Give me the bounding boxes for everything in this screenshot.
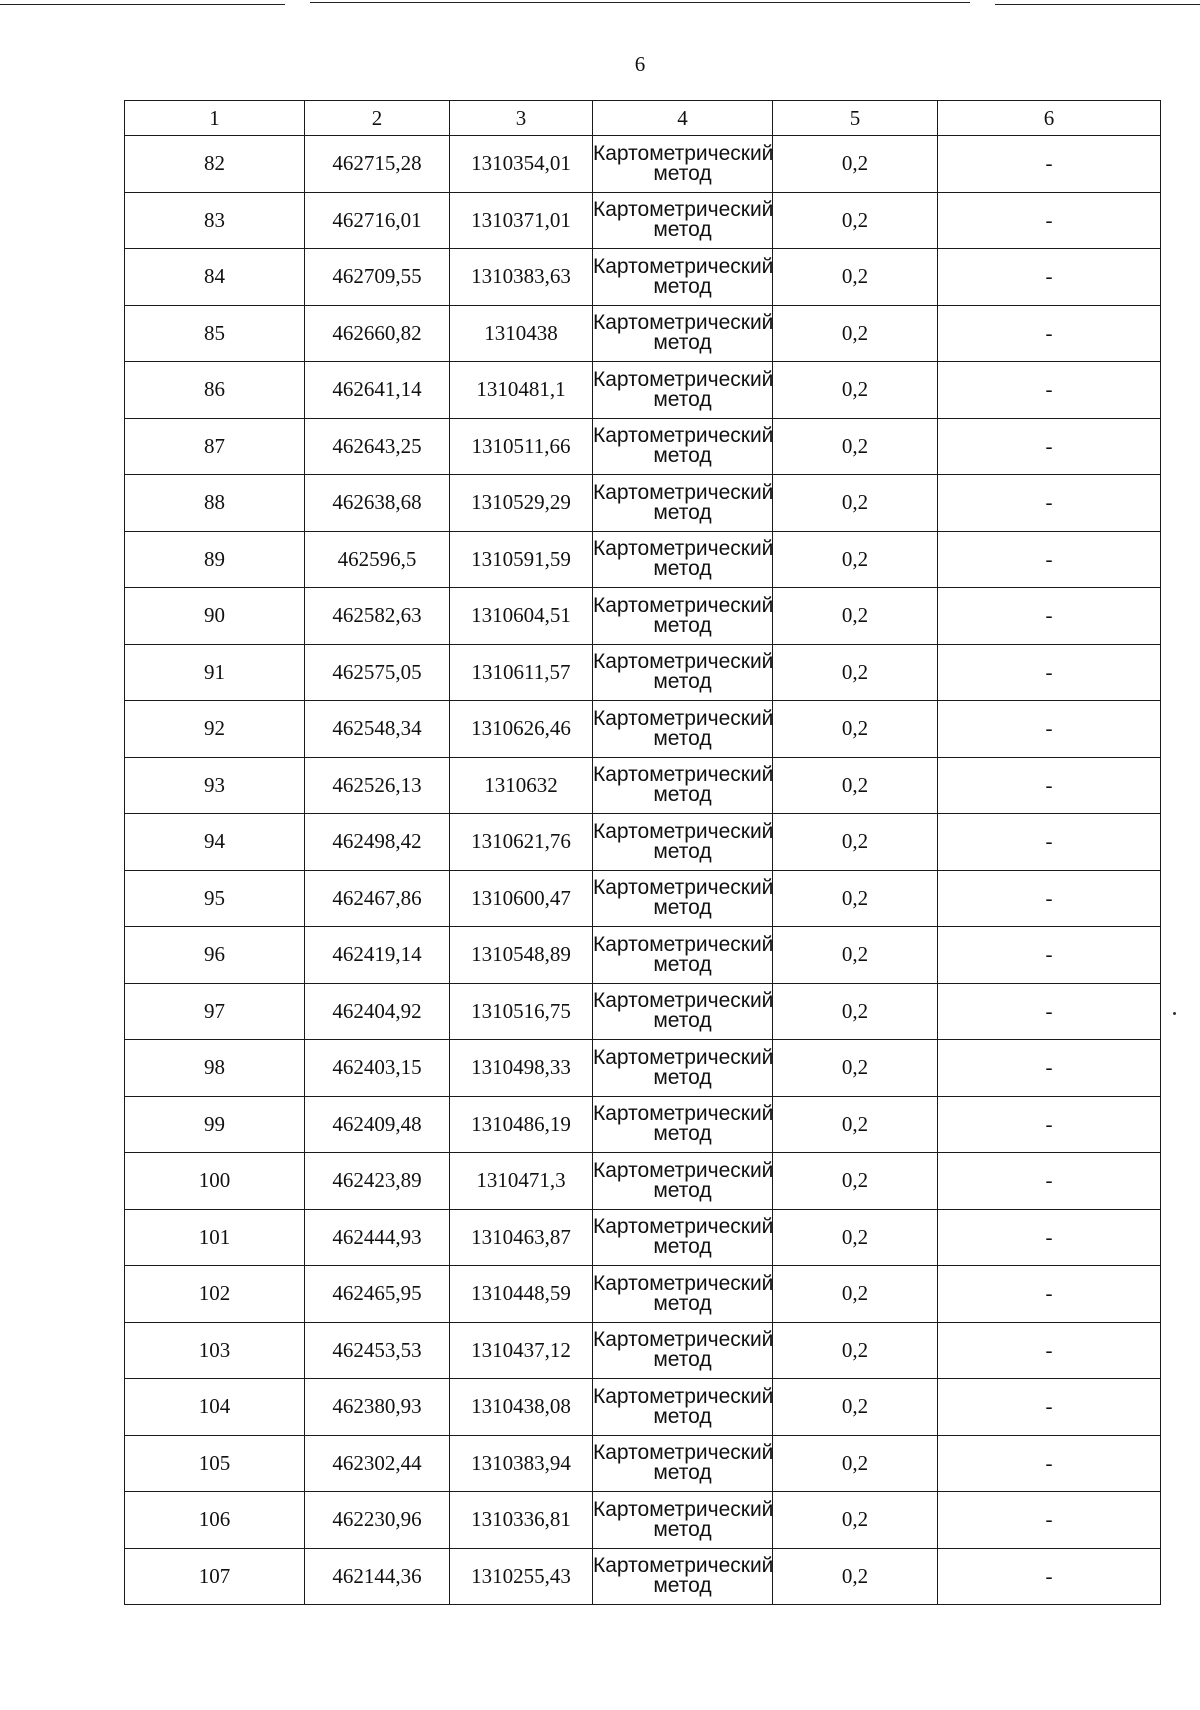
point-number-cell: 99 [125,1096,305,1153]
method-cell [593,1492,773,1549]
x-coordinate-cell: 462526,13 [305,757,450,814]
method-cell [593,136,773,193]
y-coordinate-cell: 1310604,51 [450,588,593,645]
y-coordinate-cell: 1310448,59 [450,1266,593,1323]
point-number-cell: 85 [125,305,305,362]
point-number-cell: 82 [125,136,305,193]
method-line-1: Картометрический [593,876,774,900]
y-coordinate-cell: 1310611,57 [450,644,593,701]
table-row [125,927,1161,984]
method-line-2: метод [653,1291,712,1315]
table-row [125,1209,1161,1266]
point-number-cell: 91 [125,644,305,701]
y-coordinate-cell: 1310621,76 [450,814,593,871]
x-coordinate-cell: 462575,05 [305,644,450,701]
point-number-cell: 103 [125,1322,305,1379]
method-cell [593,475,773,532]
table-row [125,701,1161,758]
x-coordinate-cell: 462409,48 [305,1096,450,1153]
accuracy-cell: 0,2 [773,1322,938,1379]
method-line-2: метод [653,1122,712,1146]
method-cell [593,588,773,645]
method-line-1: Картометрический [593,819,774,843]
point-number-cell: 89 [125,531,305,588]
accuracy-cell: 0,2 [773,814,938,871]
method-line-2: метод [653,952,712,976]
method-line-1: Картометрический [593,1497,774,1521]
method-cell [593,531,773,588]
point-number-cell: 101 [125,1209,305,1266]
description-cell: - [938,1266,1161,1323]
scan-edge-line-left [0,4,285,5]
method-cell [593,644,773,701]
y-coordinate-cell: 1310600,47 [450,870,593,927]
y-coordinate-cell: 1310591,59 [450,531,593,588]
method-cell [593,362,773,419]
x-coordinate-cell: 462716,01 [305,192,450,249]
table-row [125,644,1161,701]
method-line-2: метод [653,1178,712,1202]
method-line-1: Картометрический [593,1384,774,1408]
method-cell [593,814,773,871]
x-coordinate-cell: 462444,93 [305,1209,450,1266]
method-line-1: Картометрический [593,367,774,391]
point-number-cell: 104 [125,1379,305,1436]
accuracy-cell: 0,2 [773,192,938,249]
x-coordinate-cell: 462403,15 [305,1040,450,1097]
y-coordinate-cell: 1310486,19 [450,1096,593,1153]
table-row [125,814,1161,871]
scan-speck [1173,1012,1176,1015]
description-cell: - [938,870,1161,927]
method-line-1: Картометрический [593,1158,774,1182]
point-number-cell: 93 [125,757,305,814]
table-header [125,101,1161,136]
method-line-1: Картометрический [593,1215,774,1239]
table-row [125,362,1161,419]
point-number-cell: 100 [125,1153,305,1210]
method-line-2: метод [653,161,712,185]
scan-edge-line-middle [310,2,970,3]
method-cell [593,701,773,758]
header-row [125,101,1161,136]
x-coordinate-cell: 462380,93 [305,1379,450,1436]
column-header-3: 3 [450,101,593,136]
accuracy-cell: 0,2 [773,588,938,645]
y-coordinate-cell: 1310438,08 [450,1379,593,1436]
y-coordinate-cell: 1310632 [450,757,593,814]
method-line-2: метод [653,896,712,920]
method-line-1: Картометрический [593,141,774,165]
point-number-cell: 95 [125,870,305,927]
method-line-2: метод [653,331,712,355]
method-line-1: Картометрический [593,1554,774,1578]
method-cell [593,192,773,249]
description-cell: - [938,1435,1161,1492]
description-cell: - [938,362,1161,419]
y-coordinate-cell: 1310471,3 [450,1153,593,1210]
method-line-2: метод [653,1009,712,1033]
table-row [125,249,1161,306]
method-line-1: Картометрический [593,706,774,730]
point-number-cell: 87 [125,418,305,475]
method-line-1: Картометрический [593,1102,774,1126]
description-cell: - [938,531,1161,588]
method-line-1: Картометрический [593,424,774,448]
description-cell: - [938,757,1161,814]
table-row [125,757,1161,814]
method-cell [593,927,773,984]
method-cell [593,1379,773,1436]
description-cell: - [938,1322,1161,1379]
method-cell [593,757,773,814]
x-coordinate-cell: 462709,55 [305,249,450,306]
point-number-cell: 107 [125,1548,305,1605]
x-coordinate-cell: 462423,89 [305,1153,450,1210]
method-line-1: Картометрический [593,311,774,335]
table-row [125,1492,1161,1549]
table-body [125,136,1161,1605]
table-row [125,1040,1161,1097]
y-coordinate-cell: 1310371,01 [450,192,593,249]
method-line-2: метод [653,1404,712,1428]
description-cell: - [938,983,1161,1040]
method-cell [593,1266,773,1323]
y-coordinate-cell: 1310354,01 [450,136,593,193]
x-coordinate-cell: 462548,34 [305,701,450,758]
accuracy-cell: 0,2 [773,757,938,814]
table-row [125,192,1161,249]
y-coordinate-cell: 1310481,1 [450,362,593,419]
method-line-2: метод [653,613,712,637]
accuracy-cell: 0,2 [773,927,938,984]
column-header-1: 1 [125,101,305,136]
point-number-cell: 94 [125,814,305,871]
description-cell: - [938,475,1161,532]
method-line-2: метод [653,1065,712,1089]
accuracy-cell: 0,2 [773,1153,938,1210]
table-row [125,1096,1161,1153]
y-coordinate-cell: 1310336,81 [450,1492,593,1549]
accuracy-cell: 0,2 [773,701,938,758]
method-line-2: метод [653,557,712,581]
accuracy-cell: 0,2 [773,249,938,306]
description-cell: - [938,1548,1161,1605]
x-coordinate-cell: 462596,5 [305,531,450,588]
description-cell: - [938,192,1161,249]
table-row [125,1435,1161,1492]
method-cell [593,870,773,927]
y-coordinate-cell: 1310498,33 [450,1040,593,1097]
accuracy-cell: 0,2 [773,305,938,362]
accuracy-cell: 0,2 [773,1040,938,1097]
description-cell: - [938,644,1161,701]
method-cell [593,1435,773,1492]
y-coordinate-cell: 1310548,89 [450,927,593,984]
accuracy-cell: 0,2 [773,475,938,532]
method-cell [593,1322,773,1379]
method-line-1: Картометрический [593,763,774,787]
y-coordinate-cell: 1310516,75 [450,983,593,1040]
x-coordinate-cell: 462660,82 [305,305,450,362]
method-cell [593,1096,773,1153]
point-number-cell: 106 [125,1492,305,1549]
method-line-2: метод [653,839,712,863]
point-number-cell: 83 [125,192,305,249]
method-line-2: метод [653,444,712,468]
description-cell: - [938,927,1161,984]
x-coordinate-cell: 462419,14 [305,927,450,984]
accuracy-cell: 0,2 [773,1435,938,1492]
point-number-cell: 86 [125,362,305,419]
table-row [125,1379,1161,1436]
accuracy-cell: 0,2 [773,1379,938,1436]
method-line-1: Картометрический [593,198,774,222]
description-cell: - [938,136,1161,193]
method-cell [593,1209,773,1266]
x-coordinate-cell: 462643,25 [305,418,450,475]
x-coordinate-cell: 462498,42 [305,814,450,871]
accuracy-cell: 0,2 [773,1492,938,1549]
table-row [125,418,1161,475]
table-row [125,1322,1161,1379]
table-row [125,1548,1161,1605]
method-line-1: Картометрический [593,254,774,278]
method-cell [593,305,773,362]
y-coordinate-cell: 1310383,63 [450,249,593,306]
method-line-2: метод [653,274,712,298]
method-line-2: метод [653,1574,712,1598]
table-row [125,870,1161,927]
method-line-1: Картометрический [593,1328,774,1352]
method-line-2: метод [653,1235,712,1259]
method-line-1: Картометрический [593,480,774,504]
point-number-cell: 102 [125,1266,305,1323]
point-number-cell: 88 [125,475,305,532]
x-coordinate-cell: 462638,68 [305,475,450,532]
method-line-1: Картометрический [593,1441,774,1465]
scan-edge-line-right [995,4,1200,5]
accuracy-cell: 0,2 [773,644,938,701]
point-number-cell: 84 [125,249,305,306]
method-cell [593,983,773,1040]
method-cell [593,418,773,475]
accuracy-cell: 0,2 [773,983,938,1040]
method-line-2: метод [653,670,712,694]
y-coordinate-cell: 1310255,43 [450,1548,593,1605]
accuracy-cell: 0,2 [773,136,938,193]
x-coordinate-cell: 462715,28 [305,136,450,193]
column-header-6: 6 [938,101,1161,136]
table-row [125,1153,1161,1210]
point-number-cell: 105 [125,1435,305,1492]
method-line-2: метод [653,500,712,524]
accuracy-cell: 0,2 [773,870,938,927]
y-coordinate-cell: 1310626,46 [450,701,593,758]
accuracy-cell: 0,2 [773,362,938,419]
method-line-2: метод [653,1461,712,1485]
table-row [125,983,1161,1040]
description-cell: - [938,418,1161,475]
method-line-2: метод [653,783,712,807]
page-number: 6 [634,52,646,76]
x-coordinate-cell: 462582,63 [305,588,450,645]
table-row [125,136,1161,193]
description-cell: - [938,701,1161,758]
y-coordinate-cell: 1310437,12 [450,1322,593,1379]
column-header-5: 5 [773,101,938,136]
column-header-4: 4 [593,101,773,136]
description-cell: - [938,1379,1161,1436]
method-line-1: Картометрический [593,650,774,674]
method-line-1: Картометрический [593,932,774,956]
x-coordinate-cell: 462465,95 [305,1266,450,1323]
column-header-2: 2 [305,101,450,136]
method-line-2: метод [653,726,712,750]
method-line-2: метод [653,218,712,242]
description-cell: - [938,814,1161,871]
table-row [125,1266,1161,1323]
x-coordinate-cell: 462404,92 [305,983,450,1040]
description-cell: - [938,1096,1161,1153]
description-cell: - [938,1040,1161,1097]
description-cell: - [938,305,1161,362]
y-coordinate-cell: 1310511,66 [450,418,593,475]
method-cell [593,1548,773,1605]
method-line-2: метод [653,387,712,411]
method-cell [593,249,773,306]
x-coordinate-cell: 462230,96 [305,1492,450,1549]
method-line-2: метод [653,1517,712,1541]
accuracy-cell: 0,2 [773,1209,938,1266]
table-row [125,531,1161,588]
accuracy-cell: 0,2 [773,1096,938,1153]
method-line-1: Картометрический [593,537,774,561]
point-number-cell: 98 [125,1040,305,1097]
coordinates-table [124,100,1161,1605]
description-cell: - [938,1153,1161,1210]
table-row [125,588,1161,645]
description-cell: - [938,1492,1161,1549]
table-row [125,305,1161,362]
method-line-1: Картометрический [593,989,774,1013]
table-row [125,475,1161,532]
method-cell [593,1153,773,1210]
point-number-cell: 97 [125,983,305,1040]
accuracy-cell: 0,2 [773,1266,938,1323]
method-line-1: Картометрический [593,1271,774,1295]
x-coordinate-cell: 462641,14 [305,362,450,419]
description-cell: - [938,1209,1161,1266]
method-line-1: Картометрический [593,1045,774,1069]
y-coordinate-cell: 1310529,29 [450,475,593,532]
x-coordinate-cell: 462453,53 [305,1322,450,1379]
method-line-1: Картометрический [593,593,774,617]
y-coordinate-cell: 1310463,87 [450,1209,593,1266]
x-coordinate-cell: 462467,86 [305,870,450,927]
point-number-cell: 90 [125,588,305,645]
accuracy-cell: 0,2 [773,418,938,475]
accuracy-cell: 0,2 [773,531,938,588]
method-line-2: метод [653,1348,712,1372]
method-cell [593,1040,773,1097]
point-number-cell: 96 [125,927,305,984]
description-cell: - [938,249,1161,306]
description-cell: - [938,588,1161,645]
y-coordinate-cell: 1310438 [450,305,593,362]
x-coordinate-cell: 462144,36 [305,1548,450,1605]
point-number-cell: 92 [125,701,305,758]
x-coordinate-cell: 462302,44 [305,1435,450,1492]
accuracy-cell: 0,2 [773,1548,938,1605]
y-coordinate-cell: 1310383,94 [450,1435,593,1492]
